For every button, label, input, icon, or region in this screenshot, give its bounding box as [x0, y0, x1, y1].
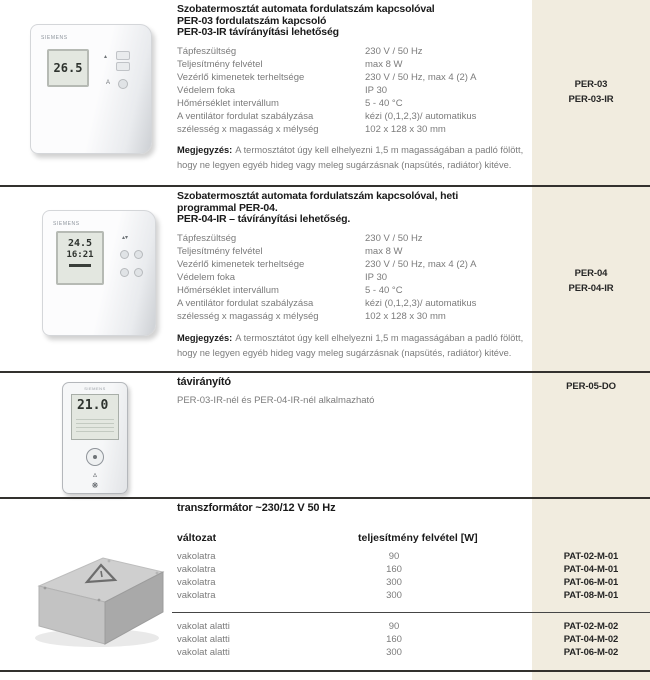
- lcd-display: [71, 394, 119, 440]
- product-code-per05do: PER-05-DO: [566, 381, 616, 392]
- dial-center-dot: [93, 455, 97, 459]
- spec-row: [177, 298, 527, 311]
- spec-value: IP 30: [365, 85, 388, 96]
- thermometer-icon: ▴: [104, 54, 108, 60]
- auto-mode-icon: A: [106, 80, 111, 86]
- product-code-pat08m01: PAT-08-M-01: [563, 590, 619, 601]
- spec-label: Teljesítmény felvétel: [177, 59, 263, 70]
- lcd-display: 26.5: [47, 49, 89, 87]
- spec-label: A ventilátor fordulat szabályzása: [177, 111, 314, 122]
- table-row: [177, 647, 457, 660]
- section2-title-line1: Szobatermosztát automata fordulatszám kapcsolóval, heti: [177, 190, 459, 202]
- power-cell: 160: [386, 634, 402, 645]
- note-label: Megjegyzés:: [177, 145, 233, 155]
- transformer-photo: [25, 538, 165, 650]
- table-row: [177, 590, 457, 603]
- spec-value: kézi (0,1,2,3)/ automatikus: [365, 111, 477, 122]
- column-header-variant: változat: [177, 532, 217, 544]
- spec-row: [177, 233, 527, 246]
- power-cell: 90: [388, 551, 400, 562]
- spec-label: szélesség x magasság x mélység: [177, 311, 319, 322]
- spec-value: 230 V / 50 Hz: [365, 233, 423, 244]
- round-button: [134, 250, 143, 259]
- spec-label: Védelem foka: [177, 85, 236, 96]
- power-cell: 160: [386, 564, 402, 575]
- spec-label: A ventilátor fordulat szabályzása: [177, 298, 314, 309]
- section2-note: [177, 331, 527, 360]
- spec-value: IP 30: [365, 272, 388, 283]
- round-button: [120, 268, 129, 277]
- section3-description: PER-03-IR-nél és PER-04-IR-nél alkalmazható: [177, 395, 375, 406]
- spec-label: Vezérlő kimenetek terheltsége: [177, 72, 305, 83]
- section2-title-line3: PER-04-IR – távírányítási lehetőség.: [177, 213, 351, 225]
- spec-value: kézi (0,1,2,3)/ automatikus: [365, 298, 477, 309]
- spec-value: 230 V / 50 Hz: [365, 46, 423, 57]
- thermometer-icon: ▴▾: [122, 235, 129, 241]
- page-bottom-rule: [0, 670, 650, 672]
- thermostat-body: [30, 24, 152, 154]
- variant-cell: vakolatra: [177, 564, 216, 575]
- fan-up-button: [116, 51, 130, 60]
- spec-value: max 8 W: [365, 59, 403, 70]
- spec-label: Hőmérséklet intervállum: [177, 98, 279, 109]
- spec-row: [177, 246, 527, 259]
- remote-control-photo: [62, 382, 128, 494]
- product-code-per03: PER-03: [574, 79, 608, 90]
- lcd-mode-bar: [69, 264, 91, 267]
- warning-bolt: [101, 571, 102, 577]
- spec-label: Tápfeszültség: [177, 233, 237, 244]
- spec-row: [177, 272, 527, 285]
- power-cell: 300: [386, 590, 402, 601]
- section4-title: transzformátor ~230/12 V 50 Hz: [177, 502, 336, 514]
- section3-title: távirányító: [177, 376, 231, 388]
- spec-row: [177, 46, 527, 59]
- product-code-pat02m02: PAT-02-M-02: [563, 621, 619, 632]
- spec-value: 102 x 128 x 30 mm: [365, 124, 446, 135]
- power-cell: 90: [388, 621, 400, 632]
- spec-label: Teljesítmény felvétel: [177, 246, 263, 257]
- siemens-logo: SIEMENS: [84, 386, 106, 391]
- spec-value: 5 - 40 °C: [365, 285, 403, 296]
- table-row: [177, 551, 457, 564]
- section2-title: [177, 191, 527, 226]
- section1-title-line2: PER-03 fordulatszám kapcsoló: [177, 14, 327, 27]
- column-header-power: teljesítmény felvétel [W]: [358, 532, 478, 544]
- spec-value: 102 x 128 x 30 mm: [365, 311, 446, 322]
- transformer-box-drawing: [25, 538, 165, 650]
- product-code-pat02m01: PAT-02-M-01: [563, 551, 619, 562]
- section-divider: [0, 185, 650, 187]
- table-row: [177, 564, 457, 577]
- siemens-logo: SIEMENS: [53, 221, 80, 227]
- screw: [44, 587, 47, 590]
- table-group-divider: [172, 612, 650, 613]
- variant-cell: vakolat alatti: [177, 621, 230, 632]
- product-code-pat04m02: PAT-04-M-02: [563, 634, 619, 645]
- variant-cell: vakolat alatti: [177, 634, 230, 645]
- note-text: A termosztátot úgy kell elhelyezni 1,5 m magasságában a padló fölött, hogy ne legyen egyéb hideg vagy meleg sugárzásnak (napsütés, radiátor) kitéve.: [177, 145, 524, 170]
- table-row: [177, 577, 457, 590]
- spec-label: szélesség x magasság x mélység: [177, 124, 319, 135]
- product-code-pat06m02: PAT-06-M-02: [563, 647, 619, 658]
- lcd-temperature: 21.0: [77, 398, 109, 413]
- fan-button: ❋: [91, 481, 99, 490]
- spec-row: [177, 59, 527, 72]
- fan-down-button: [116, 62, 130, 71]
- thermostat-per03-photo: [30, 24, 152, 154]
- spec-row: [177, 85, 527, 98]
- spec-row: [177, 285, 527, 298]
- note-text: A termosztátot úgy kell elhelyezni 1,5 m magasságában a padló fölött, hogy ne legyen egyéb hideg vagy meleg sugárzásnak (napsütés, radiátor) kitéve.: [177, 333, 524, 358]
- thermostat-per04-photo: [42, 210, 156, 336]
- spec-label: Vezérlő kimenetek terheltsége: [177, 259, 305, 270]
- product-code-per04ir: PER-04-IR: [568, 283, 614, 294]
- table-row: [177, 634, 457, 647]
- product-code-per03ir: PER-03-IR: [568, 94, 614, 105]
- variant-cell: vakolatra: [177, 590, 216, 601]
- spec-value: 230 V / 50 Hz, max 4 (2) A: [365, 259, 477, 270]
- section1-title-line3: PER-03-IR távírányítási lehetőség: [177, 26, 339, 38]
- lcd-temperature: 24.5: [67, 238, 93, 249]
- lcd-display: [56, 231, 104, 285]
- variant-cell: vakolat alatti: [177, 647, 230, 658]
- mode-button: [118, 79, 128, 89]
- variant-cell: vakolatra: [177, 551, 216, 562]
- power-cell: 300: [386, 647, 402, 658]
- section1-note: [177, 143, 527, 172]
- power-cell: 300: [386, 577, 402, 588]
- product-code-pat06m01: PAT-06-M-01: [563, 577, 619, 588]
- table-row: [177, 621, 457, 634]
- spec-row: [177, 72, 527, 85]
- section-divider: [0, 497, 650, 499]
- screw: [98, 599, 101, 602]
- lcd-time: 16:21: [66, 250, 94, 260]
- spec-row: [177, 111, 527, 124]
- section1-title: [177, 4, 527, 39]
- lcd-segment-lines: [76, 419, 114, 435]
- spec-value: 230 V / 50 Hz, max 4 (2) A: [365, 72, 477, 83]
- siemens-logo: SIEMENS: [41, 35, 68, 41]
- up-arrow-button: ▵: [92, 470, 97, 479]
- spec-label: Tápfeszültség: [177, 46, 237, 57]
- spec-row: [177, 311, 527, 324]
- screw: [108, 560, 111, 563]
- variant-cell: vakolatra: [177, 577, 216, 588]
- section-divider: [0, 371, 650, 373]
- product-code-per04: PER-04: [574, 268, 608, 279]
- spec-label: Hőmérséklet intervállum: [177, 285, 279, 296]
- section2-title-line2: programmal PER-04.: [177, 201, 278, 214]
- screw: [156, 572, 159, 575]
- spec-value: max 8 W: [365, 246, 403, 257]
- round-button: [134, 268, 143, 277]
- spec-value: 5 - 40 °C: [365, 98, 403, 109]
- note-label: Megjegyzés:: [177, 333, 233, 343]
- spec-label: Védelem foka: [177, 272, 236, 283]
- spec-row: [177, 259, 527, 272]
- spec-row: [177, 124, 527, 137]
- round-button: [120, 250, 129, 259]
- section1-title-line1: Szobatermosztát automata fordulatszám kapcsolóval: [177, 3, 435, 15]
- product-code-pat04m01: PAT-04-M-01: [563, 564, 619, 575]
- spec-row: [177, 98, 527, 111]
